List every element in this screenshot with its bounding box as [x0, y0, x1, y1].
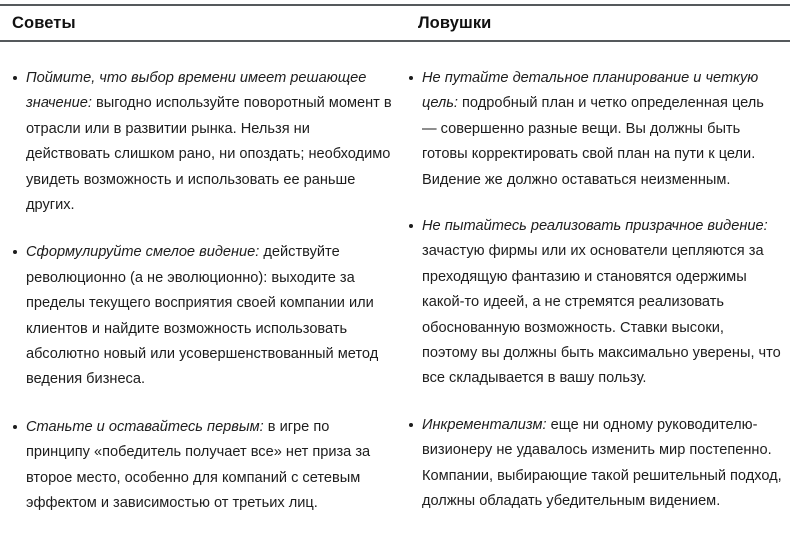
list-item: [12, 66, 392, 218]
list-item-lead: Станьте и оставайтесь первым:: [26, 418, 264, 435]
bullet-dot-icon: [409, 76, 413, 80]
table-top-border: [0, 4, 790, 6]
list-item: [408, 214, 782, 392]
bullet-dot-icon: [13, 425, 17, 429]
list-item-body: подробный план и четко определенная цель — совершенно разные вещи. Вы должны быть готовы корректировать свой план на пути к цели. Видение же должно оставаться неизменным.: [422, 95, 764, 188]
bullet-dot-icon: [409, 224, 413, 228]
table-header-separator: [0, 40, 790, 42]
table-body: [0, 66, 790, 536]
list-item: [12, 240, 392, 392]
list-item-lead: Сформулируйте смелое видение:: [26, 244, 260, 261]
column-tips: [0, 66, 400, 517]
list-item-lead: Не пытайтесь реализовать призрачное видение:: [422, 218, 768, 235]
list-item-lead: Поймите, что выбор времени имеет решающее значение:: [26, 70, 367, 112]
list-item: [408, 413, 782, 515]
tips-bullet-list: [12, 66, 392, 517]
list-item-body: выгодно используйте поворотный момент в отрасли или в развитии рынка. Нельзя ни действовать слишком рано, ни опоздать; необходимо увидеть возможность и использовать ее раньше других.: [26, 95, 392, 214]
list-item-body: в игре по принципу «победитель получает все» нет приза за второе место, особенно для компаний с сетевым эффектом и зависимостью от третьих лиц.: [26, 418, 371, 512]
list-item-body: еще ни одному руководителю-визионеру не удавалось изменить мир постепенно. Компании, выбирающие такой решительный подход, должны обладать убедительным видением.: [422, 416, 782, 510]
list-item-body: зачастую фирмы или их основатели цепляются за преходящую фантазию и становятся одержимы какой-то идеей, а не стремятся реализовать обоснованную возможность. Ставки высоки, поэтому вы должны быть максимально уверены, что все складывается в вашу пользу.: [422, 243, 781, 387]
list-item: [408, 66, 782, 193]
list-item-body: действуйте революционно (а не эволюционно): выходите за пределы текущего восприятия своей компании или клиентов и найдите возможность использовать абсолютно новый или усовершенствованный метод ведения бизнеса.: [26, 244, 379, 388]
list-item: [12, 415, 392, 517]
bullet-dot-icon: [13, 250, 17, 254]
table-header-row: [0, 10, 790, 38]
bullet-dot-icon: [13, 76, 17, 80]
list-item-lead: Не путайте детальное планирование и четкую цель:: [422, 70, 759, 112]
column-header-tips: Советы: [12, 14, 76, 32]
pitfalls-bullet-list: [408, 66, 782, 515]
column-header-pitfalls: Ловушки: [418, 14, 492, 32]
list-item-lead: Инкрементализм:: [422, 416, 547, 433]
column-pitfalls: [400, 66, 790, 536]
bullet-dot-icon: [409, 423, 413, 427]
